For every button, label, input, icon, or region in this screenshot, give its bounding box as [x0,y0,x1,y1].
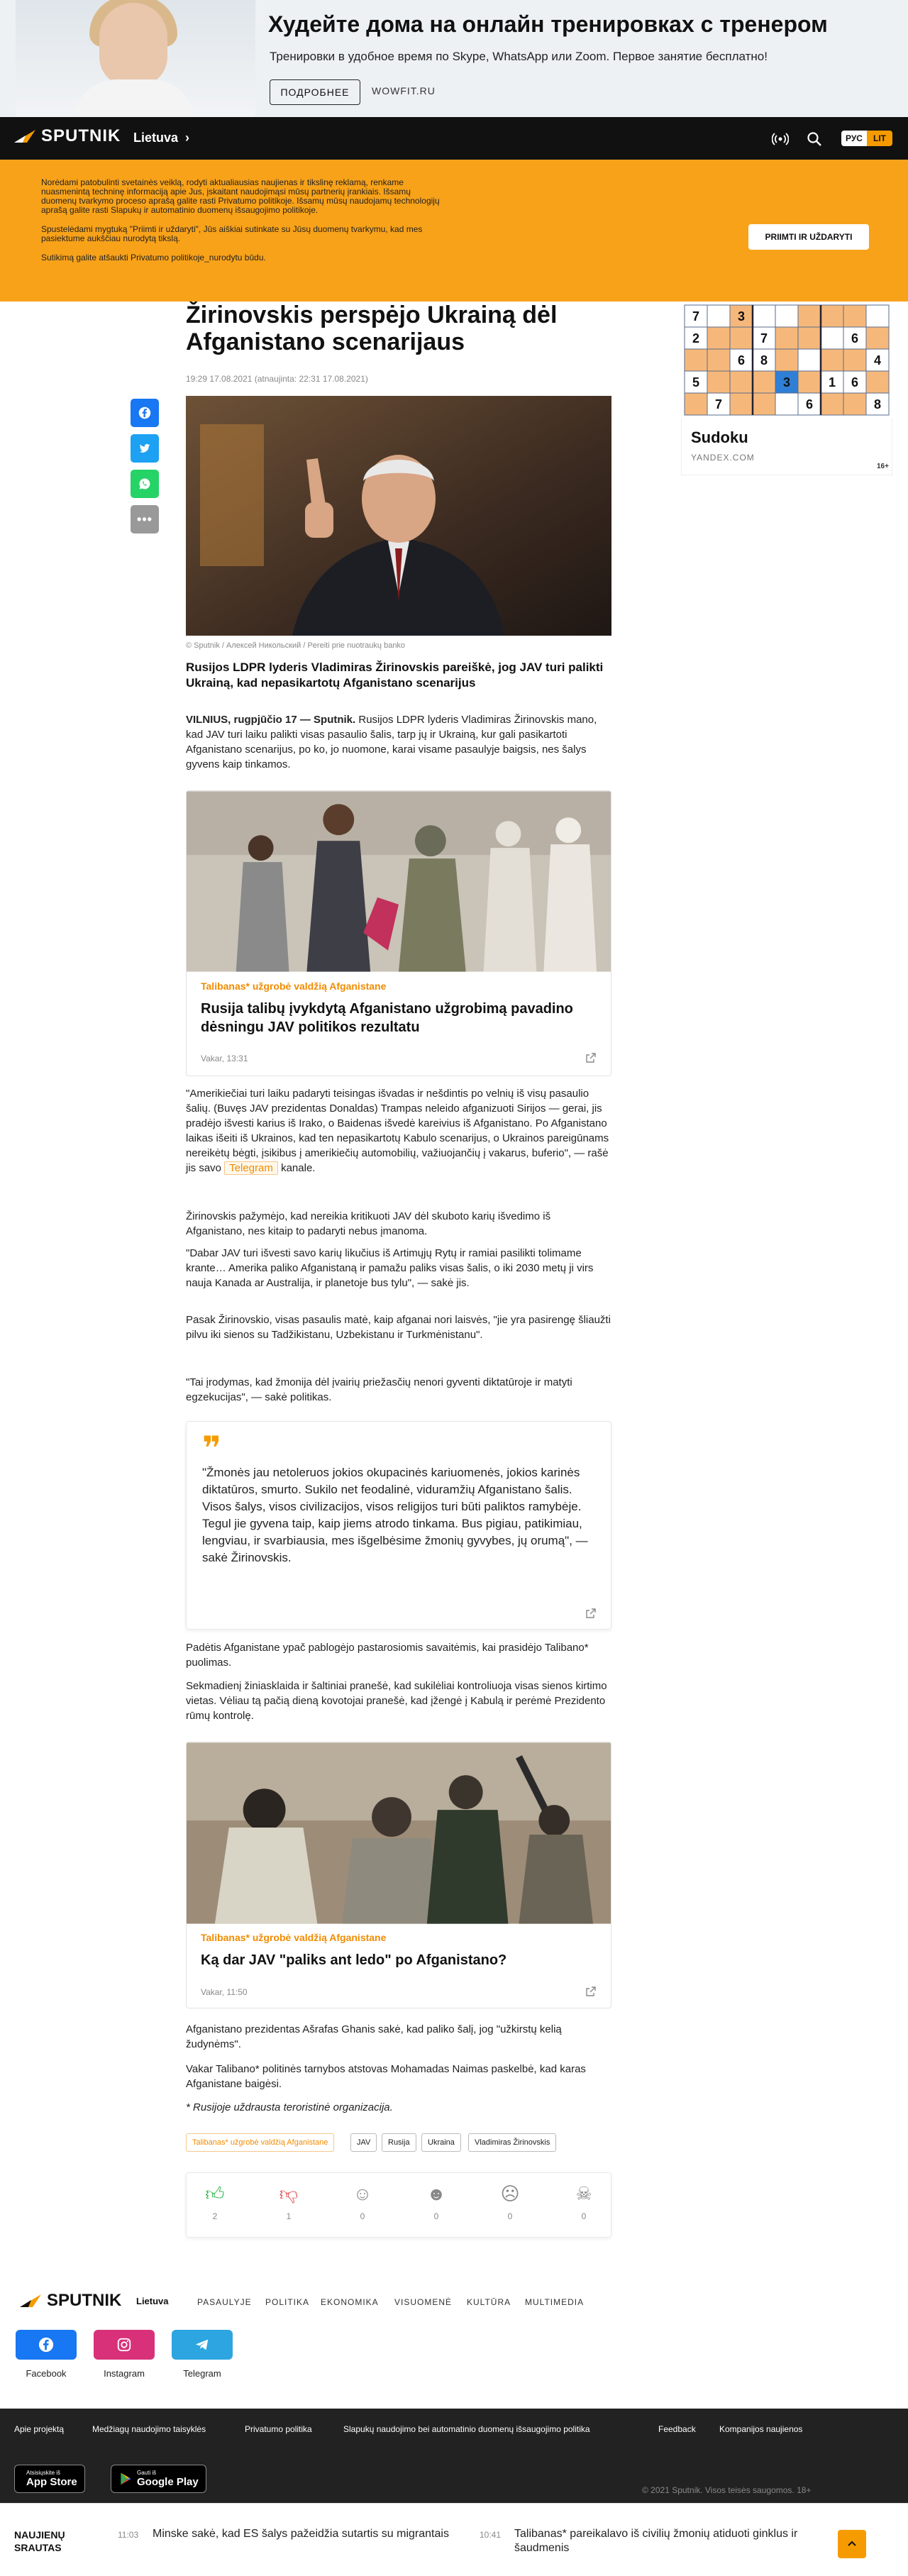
external-link-icon[interactable] [585,1986,597,1997]
footer-instagram[interactable] [94,2330,155,2360]
lang-lt[interactable]: LIT [867,131,892,146]
sudoku-cell[interactable] [866,371,889,393]
tag-ukraina[interactable]: Ukraina [421,2133,461,2152]
ticker-title-2: SRAUTAS [14,2542,62,2553]
instagram-label[interactable]: Instagram [104,2368,145,2379]
article-title: Žirinovskis perspėjo Ukrainą dėl Afganistano scenarijaus [186,302,558,355]
reaction-sad-count: 0 [507,2211,513,2221]
more-dots-icon: ••• [137,512,153,526]
thumbs-down-icon: 👎︎ [279,2183,299,2204]
logo-text: SPUTNIK [41,126,121,145]
quote-block [186,1421,611,1630]
ticker-time-2: 10:41 [480,2530,502,2540]
paragraph-10: Vakar Talibano* politinės tarnybos atstovas Mohamadas Naimas paskelbė, kad karas Afganistane baigėsi. [186,2063,586,2090]
image-caption[interactable]: © Sputnik / Алексей Никольский / Pereiti prie nuotraukų banko [186,641,406,650]
sidebar-ad-site[interactable]: YANDEX.COM [691,453,755,463]
consent-text-6: pasiektume aukščiau nurodytą tikslą. [41,233,181,243]
sudoku-grid[interactable] [681,302,892,419]
sudoku-cell[interactable] [730,327,753,349]
sudoku-cell[interactable] [798,305,821,327]
sudoku-cell[interactable] [707,305,730,327]
sudoku-cell[interactable] [821,393,843,415]
sad-icon: ☹ [500,2183,520,2204]
tag-taliban[interactable]: Talibanas* užgrobė valdžią Afganistane [186,2133,334,2152]
telegram-label[interactable]: Telegram [183,2368,221,2379]
reaction-like[interactable] [194,2183,236,2221]
footer-link-about[interactable]: Apie projektą [14,2424,65,2434]
consent-text-5: Spustelėdami mygtuką "Priimti ir uždaryti", Jūs aiškiai sutinkate su Jūsų duomenų tvarkymu, kad mes [41,224,423,234]
footer-nav-politika[interactable]: POLITIKA [265,2297,310,2307]
ad-text: Тренировки в удобное время по Skype, WhatsApp или Zoom. Первое занятие бесплатно! [270,50,768,63]
reaction-angry[interactable] [563,2183,605,2221]
ad-site[interactable]: WOWFIT.RU [372,85,436,96]
sudoku-digit: 6 [805,397,814,411]
app-store-label: App Store [26,2476,77,2488]
sudoku-digit: 6 [737,353,746,367]
lang-ru[interactable]: РУС [841,131,867,146]
reaction-laugh-count: 0 [360,2211,365,2221]
main-article-image[interactable] [186,396,611,636]
footer-nav-pasaulyje[interactable]: PASAULYJE [197,2297,252,2307]
sudoku-cell[interactable] [866,327,889,349]
reaction-angry-count: 0 [581,2211,587,2221]
sudoku-digit: 6 [851,375,859,389]
sudoku-digit: 3 [782,375,791,389]
card-2-title[interactable]: Ką dar JAV "paliks ant ledo" po Afganistano? [201,1952,507,1968]
sudoku-digit: 1 [828,375,836,389]
paragraph-2-text: "Amerikiečiai turi laiku padaryti teisingas išvadas ir nešdintis po velnių iš visų pasaulio šalių. (Buvęs JAV prezidentas Donaldas) Trampas neleido afganizuoti Sirijos — gerai, jis pradėjo išvesti karius iš Irako, o Baidenas išvedė kareivius iš Afganistano. Po Afganistano laikas išeiti iš Ukrainos, kad ten nepasikartotų Kabulo scenarijus, o Ukrainos pareigūnams nereikėtų bėgti, įsikibus į amerikiečių automobilių, važiuojančių į vakarus, buferio", — rašė jis savo [186,1088,609,1174]
dateline: VILNIUS, rugpjūčio 17 — Sputnik. [186,714,356,726]
sudoku-digit: 4 [873,353,882,367]
sputnik-logo[interactable] [13,126,121,146]
related-card-2-image[interactable] [187,1742,611,1924]
share-more[interactable] [131,505,159,534]
sudoku-cell[interactable] [730,371,753,393]
facebook-label[interactable]: Facebook [26,2368,67,2379]
paragraph-7: Padėtis Afganistane ypač pablogėjo pastarosiomis savaitėmis, kai prasidėjo Talibano* puolimas. [186,1642,589,1669]
paragraph-1 [186,712,611,772]
google-play-label: Google Play [137,2476,199,2488]
surprise-icon: ☻ [426,2183,446,2204]
external-link-icon[interactable] [585,1608,597,1619]
tag-zirinovskis[interactable]: Vladimiras Žirinovskis [468,2133,556,2152]
ticker-time-1: 11:03 [118,2530,139,2540]
sudoku-digit: 6 [851,331,859,346]
reaction-like-count: 2 [212,2211,218,2221]
google-play-icon [118,2472,133,2486]
footer-nav-ekonomika[interactable]: EKONOMIKA [321,2297,379,2307]
card-2-time: Vakar, 11:50 [201,1987,248,1997]
footer-nav-multimedia[interactable]: MULTIMEDIA [525,2297,585,2307]
share-facebook[interactable] [131,399,159,427]
sudoku-digit: 8 [873,397,882,411]
language-switch[interactable] [841,131,892,146]
article-lead: Rusijos LDPR lyderis Vladimiras Žirinovskis pareiškė, jog JAV turi palikti Ukrainą, kad nepasikartotų Afganistano scenarijus [186,660,604,690]
app-store-small: Atsisiųskite iš [26,2470,61,2476]
sudoku-cell[interactable] [843,305,866,327]
card-1-title[interactable]: Rusija talibų įvykdytą Afganistano užgrobimą pavadino dėsningu JAV politikos rezultatu [201,1001,573,1035]
sudoku-cell[interactable] [821,349,843,371]
sputnik-logo-icon [18,2293,43,2309]
consent-text-7: Sutikimą galite atšaukti Privatumo politikoje_nurodytu būdu. [41,253,266,262]
sudoku-cell[interactable] [707,327,730,349]
reactions-bar [186,2172,611,2238]
paragraph-5: Pasak Žirinovskio, visas pasaulis matė, kaip afganai nori laisvės, "jie yra pasirengę šliaužti pilvu iki sienos su Tadžikistanu, Uzbekistanu ir Turkmėnistanu". [186,1314,611,1341]
paragraph-6: "Tai įrodymas, kad žmonija dėl įvairių priežasčių nenori gyventi diktatūroje ir matyti egzekucijas", — sakė politikas. [186,1376,572,1403]
sudoku-cell[interactable] [775,305,798,327]
sudoku-cell[interactable] [753,305,775,327]
card-2-tag[interactable]: Talibanas* užgrobė valdžią Afganistane [201,1932,387,1943]
share-twitter[interactable] [131,434,159,463]
sudoku-cell[interactable] [775,393,798,415]
reaction-sad[interactable] [489,2183,531,2221]
twitter-icon [138,442,151,455]
footer-link-rules[interactable]: Medžiagų naudojimo taisyklės [92,2424,206,2434]
consent-text-1: Norėdami patobulinti svetainės veiklą, rodyti aktualiausias naujienas ir tikslinę reklamą, renkame [41,177,404,187]
chevron-right-icon: › [185,131,190,145]
sudoku-cell[interactable] [775,327,798,349]
chevron-up-icon [846,2538,858,2550]
sudoku-cell[interactable] [707,371,730,393]
ticker-toggle-button[interactable] [838,2530,866,2558]
facebook-icon [138,407,151,419]
telegram-icon [194,2337,210,2353]
card-1-tag[interactable]: Talibanas* užgrobė valdžią Afganistane [201,980,387,992]
sudoku-digit: 7 [760,331,768,346]
footer-region[interactable]: Lietuva [136,2296,169,2306]
paragraph-1-text: Rusijos LDPR lyderis Vladimiras Žirinovskis mano, kad JAV turi laiku palikti visas pasaulio šalis, tarp jų ir Ukrainą, kur gali pasikartoti Afganistano scenarijus, po ko, jo nuomone, karai visame pasaulyje baigsis, nes šalys gyvens kaip tinkamos. [186,714,597,770]
sudoku-cell[interactable] [821,327,843,349]
ticker-item-2[interactable]: Talibanas* pareikalavo iš civilių žmonių atiduoti ginklus ir šaudmenis [514,2528,798,2554]
sudoku-cell[interactable] [798,349,821,371]
ticker-item-1[interactable]: Minske sakė, kad ES šalys pažeidžia sutartis su migrantais [153,2528,449,2540]
sudoku-cell[interactable] [843,393,866,415]
related-card-2[interactable] [186,1742,611,2008]
sudoku-cell[interactable] [798,371,821,393]
footnote: * Rusijoje uždrausta teroristinė organizacija. [186,2101,393,2113]
telegram-link[interactable]: Telegram [224,1161,278,1175]
sudoku-cell[interactable] [753,371,775,393]
ad-title[interactable]: Худейте дома на онлайн тренировках с тренером [268,11,828,37]
google-play-small: Gauti iš [137,2470,157,2476]
consent-text-2: nuasmenintą techninę informaciją apie Jus, įskaitant naudojimąsi mūsų partnerių įrankiais. Išsamų [41,187,411,197]
sudoku-cell[interactable] [753,393,775,415]
age-badge: 16+ [877,463,889,470]
sudoku-cell[interactable] [685,349,707,371]
footer-logo[interactable] [18,2291,121,2311]
external-link-icon[interactable] [585,1052,597,1063]
paragraph-8: Sekmadienį žiniasklaida ir šaltiniai pranešė, kad sukilėliai kontroliuoja visas sienos kirtimo vietas. Vėliau tą pačią dieną kovotojai pranešė, kad įžengė į Kabulą ir perėmė Prezidento rūmų kontrolę. [186,1680,607,1722]
reaction-laugh[interactable] [341,2183,384,2221]
ad-photo[interactable] [16,0,255,117]
related-card-1[interactable] [186,790,611,1076]
reaction-surprise-count: 0 [433,2211,439,2221]
sudoku-cell[interactable] [843,349,866,371]
footer-logo-text: SPUTNIK [47,2291,122,2310]
google-play-button[interactable] [111,2465,206,2493]
sudoku-digit: 5 [692,375,700,389]
tag-rusija[interactable]: Rusija [382,2133,416,2152]
sudoku-digit: 2 [692,331,700,346]
radio-icon[interactable] [772,131,789,148]
thumbs-up-icon: 👍︎ [205,2183,225,2204]
consent-text-3: duomenų tvarkymo proceso aprašą galite rasti Privatumo politikoje. Išsamų mūsų naudojamų technologijų [41,196,440,206]
related-card-1-image[interactable] [187,791,611,972]
region-label: Lietuva [133,131,179,145]
app-store-button[interactable] [14,2465,85,2493]
whatsapp-icon [138,477,151,490]
quote-text: "Žmonės jau netoleruos jokios okupacinės kariuomenės, jokios karinės diktatūros, smurto. Sukilo net feodalinė, viduramžių Afganistano šalis. Visos šalys, visos civilizacijos, visos religijos turi būti paliktos ramybėje. Tegul jie gyvena taip, kaip jiems atrodo tinkama. Bus pigiau, patikimiau, lengviau, ir svarbiausia, mes išgelbėsime žmonių gyvybes, jų orumą", — sakė Žirinovskis. [202,1466,588,1564]
paragraph-4: "Dabar JAV turi išvesti savo karių likučius iš Artimųjų Rytų ir ramiai pasilikti tolimame krante… Amerika paliko Afganistaną ir pamažu paliks visas šalis, o iki 2030 metų ji virs nauja Kanada ar Australija, ir planetoje bus tylu", — sakė jis. [186,1247,594,1289]
reaction-dislike-count: 1 [286,2211,292,2221]
card-1-time: Vakar, 13:31 [201,1054,248,1063]
sidebar-ad-title[interactable]: Sudoku [691,429,748,446]
footer-facebook[interactable] [16,2330,77,2360]
sudoku-cell[interactable] [821,305,843,327]
accept-and-close-button[interactable]: PRIIMTI IR UŽDARYTI [748,224,869,250]
sudoku-cell[interactable] [798,327,821,349]
region-selector[interactable] [133,131,189,145]
sudoku-digit: 7 [692,309,700,324]
footer-nav-kultura[interactable]: KULTŪRA [467,2297,511,2307]
copyright: © 2021 Sputnik. Visos teisės saugomos. 18+ [642,2485,812,2495]
article-date: 19:29 17.08.2021 (atnaujinta: 22:31 17.08.2021) [186,374,368,384]
ad-more-button[interactable]: ПОДРОБНЕЕ [270,79,360,105]
footer-link-news[interactable]: Kompanijos naujienos [719,2424,803,2434]
laugh-icon: ☺ [353,2183,372,2204]
sudoku-digit: 8 [760,353,768,367]
footer-link-feedback[interactable]: Feedback [658,2424,696,2434]
sudoku-cell[interactable] [730,393,753,415]
paragraph-2-end: kanale. [281,1162,316,1174]
sudoku-cell[interactable] [775,349,798,371]
reaction-dislike[interactable] [267,2183,310,2221]
news-ticker-title [14,2528,65,2554]
paragraph-9: Afganistano prezidentas Ašrafas Ghanis sakė, kad paliko šalį, jog "užkirstų kelią žudynėms". [186,2023,562,2050]
reaction-surprise[interactable] [415,2183,458,2221]
footer-link-cookies[interactable]: Slapukų naudojimo bei automatinio duomenų išsaugojimo politika [343,2424,590,2434]
sudoku-cell[interactable] [866,305,889,327]
tag-jav[interactable]: JAV [350,2133,377,2152]
sudoku-cell[interactable] [685,393,707,415]
ticker-title-1: NAUJIENŲ [14,2529,65,2541]
footer-nav-visuomene[interactable]: VISUOMENĖ [394,2297,453,2307]
quote-icon: ❞ [202,1430,221,1466]
instagram-icon [116,2337,132,2353]
search-icon[interactable] [806,131,823,148]
sudoku-digit: 7 [714,397,723,411]
paragraph-3: Žirinovskis pažymėjo, kad nereikia kritikuoti JAV dėl skuboto karių išvedimo iš Afganistano, nes kitaip to padaryti nebus įmanoma. [186,1210,551,1237]
footer-telegram[interactable] [172,2330,233,2360]
sudoku-digit: 3 [737,309,746,324]
sudoku-cell[interactable] [707,349,730,371]
sputnik-logo-icon [13,128,37,144]
share-whatsapp[interactable] [131,470,159,498]
paragraph-2 [186,1086,611,1176]
facebook-icon [38,2337,54,2353]
footer-link-privacy[interactable]: Privatumo politika [245,2424,312,2434]
consent-text-4: aprašą galite rasti Slapukų ir automatinio duomenų išsaugojimo politikoje. [41,205,319,215]
angry-icon: ☠ [575,2183,592,2204]
